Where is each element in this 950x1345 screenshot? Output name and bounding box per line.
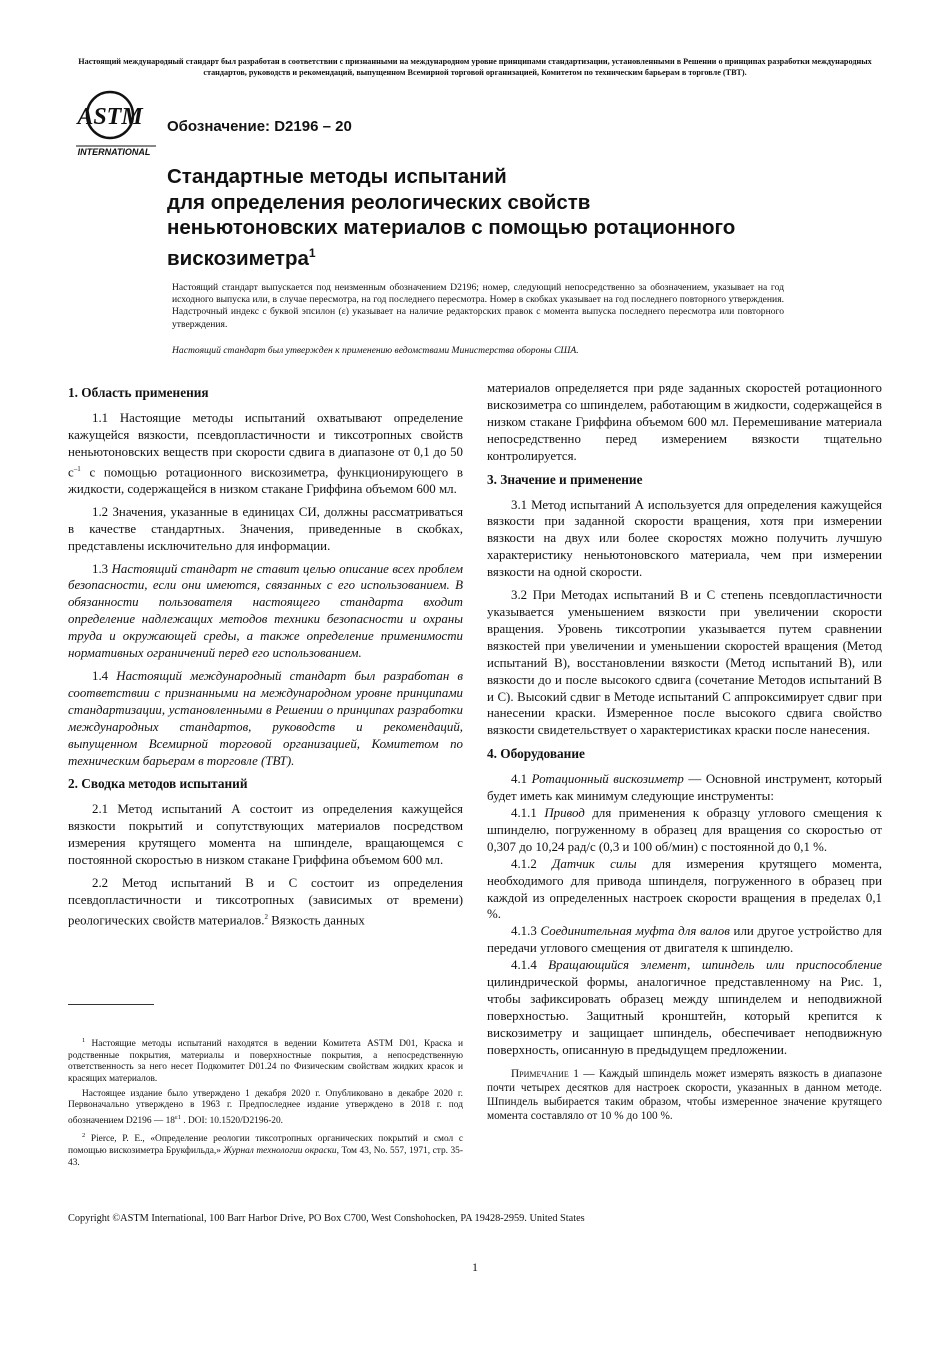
section-1-heading: 1. Область применения — [68, 385, 209, 400]
para-3-2: 3.2 При Методах испытаний В и С степень псевдопластичности указывается уменьшением вязкости при увеличении скорости вращения. Уровень тиксотропии указывается путем сравнении вязкостей при увеличении и уменьшении скоростей вращения (Метод испытаний В), восстановлении вязкости (Метод испытаний В), или вязкости до и после высокого сдвига (сочетание Методов испытаний В и С). Высокий сдвиг в Методе испытаний С аппроксимирует сдвиг при нанесении краски. Измеренное после высокого сдвига свойство вязкости свидетельствует о характеристиках краски после нанесения. — [487, 588, 882, 738]
left-column — [68, 380, 463, 935]
para-1-2: 1.2 Значения, указанные в единицах СИ, должны рассматриваться в качестве стандартных. Значения, приведенные в скобках, представлены исключительно для информации. — [68, 504, 463, 553]
title-line-4: вискозиметра — [167, 246, 309, 270]
section-3-heading: 3. Значение и применение — [487, 471, 643, 487]
section-4-heading: 4. Оборудование — [487, 746, 585, 762]
para-3-1: 3.1 Метод испытаний А используется для определения кажущейся вязкости при заданной скорости вращения, хотя при измерении вязкости на двух или более скоростях можно получить лучшую характеристику неньютоновского материала, чем при измерении вязкости на одной скорости. — [487, 497, 882, 580]
para-4-1: 4.1 Ротационный вискозиметр — Основной инструмент, который будет иметь как минимум следующие инструменты: — [487, 772, 882, 804]
para-4-1-2: 4.1.2 Датчик силы для измерения крутящего момента, необходимого для привода шпинделя, погруженного в образец при каждой из определенных настроек скорости вращения в пределах 0,1 %. — [487, 856, 882, 922]
footnote-1-edition: Настоящее издание было утверждено 1 декабря 2020 г. Опубликовано в декабре 2020 г. Первоначально утверждено в 1963 г. Предпоследнее издание утверждено в 2018 г. под обозначением D2196 — $18^{\varepsilon 1}$ . DOI: 10.1520/D2196-20. — [68, 1088, 463, 1126]
note-1: Примечание 1 — Каждый шпиндель может измерять вязкость в диапазоне почти четырех десятков для настроек скорости, указанных в данном методе. Шпиндель выбирается таким образом, чтобы измеренное значение крутящего момента составляло от 10 % до 100 %. — [487, 1067, 882, 1122]
logo-text: ASTM — [77, 104, 143, 130]
designation-intro: Настоящий стандарт выпускается под неизменным обозначением D2196; номер, следующий непосредственно за обозначением, указывает на год исходного выпуска или, в случае пересмотра, на год последнего пересмотра. Номер в скобках указывает на год последнего повторного утверждения. Надстрочный индекс с буквой эпсилон (ε) указывает на наличие редакторских правок с момента выпуска последнего пересмотра или повторного утверждения. — [172, 282, 784, 330]
title-line-3: неньютоновских материалов с помощью ротационного — [167, 216, 736, 239]
para-1-1: 1.1 Настоящие методы испытаний охватывают определение кажущейся вязкости, псевдопластичности и тиксотропных свойств неньютоновских веществ при скорости сдвига в диапазоне от 0,1 до 50 $с^{-1}$ с помощью ротационного вискозиметра, функционирующего в жидкости, содержащейся в низком стакане Гриффина объемом 600 мл. — [68, 411, 463, 496]
para-1-4: 1.4 Настоящий международный стандарт был разработан в соответствии с признанными на международном уровне принципами стандартизации, установленными в Решении о принципах разработки международных стандартов, руководств и рекомендаций, выпущенном Всемирной торговой организацией, Комитетом по техническим барьерам в торговле (ТВТ). — [68, 668, 463, 768]
title-line-1: Стандартные методы испытаний — [167, 165, 507, 188]
footnotes — [68, 1035, 463, 1172]
para-2-2: 2.2 Метод испытаний В и С состоит из определения псевдопластичности и тиксотропных (зависимых от времени) реологических свойств материалов.$^2$ Вязкость данных — [68, 876, 463, 928]
footnote-1: $^1$ Настоящие методы испытаний находятся в ведении Комитета ASTM D01, Краска и родственные покрытия, материалы и поверхностные покрытия, а непосредственную ответственность за него несет Подкомитет D01.24 по Физическим свойствам жидких красок и красящих материалов. — [68, 1037, 463, 1084]
adoption-notice: Настоящий международный стандарт был разработан в соответствии с признанными на международном уровне принципами стандартизации, установленными в Решении о принципах разработки международных стандартов, руководств и рекомендаций, выпущенном Всемирной торговой организацией, Комитетом по техническим барьерам в торговле (ТВТ). — [78, 57, 872, 77]
approval-note: Настоящий стандарт был утвержден к применению ведомствами Министерства обороны США. — [172, 345, 579, 356]
para-2-2-continued: материалов определяется при ряде заданных скоростей ротационного вискозиметра со шпинделем, работающим в жидкости, содержащейся в низком стакане Гриффина объемом 600 мл. Перемешивание материала непосредственно перед измерением вязкости тщательно контролируется. — [487, 381, 882, 463]
para-4-1-3: 4.1.3 Соединительная муфта для валов или другое устройство для передачи углового смещения от двигателя к шпинделю. — [487, 924, 882, 956]
copyright-line: Copyright ©ASTM International, 100 Barr Harbor Drive, PO Box C700, West Conshohocken, PA 19428-2959. United States — [68, 1213, 585, 1224]
para-4-1-4: 4.1.4 Вращающийся элемент, шпиндель или приспособление цилиндрической формы, аналогичное представленному на Рис. 1, чтобы зафиксировать образец между шпинделем и неподвижной поверхностью. Защитный кронштейн, который крепится к вискозиметру и защищает шпиндель, обеспечивает неподвижную поверхность, описанную в предыдущем предложении. — [487, 958, 882, 1057]
footnote-divider — [68, 1004, 154, 1005]
designation: Обозначение: D2196 – 20 — [167, 118, 352, 135]
logo-subtext: INTERNATIONAL — [77, 147, 151, 157]
right-column — [487, 380, 882, 1129]
section-2-heading: 2. Сводка методов испытаний — [68, 776, 248, 792]
para-4-1-1: 4.1.1 Привод для применения к образцу углового смещения к шпинделю, погруженному в образец для вращения со скоростью от 0,307 до 10,24 рад/с (0,3 и 100 об/мин) с постоянной до 0,1 %. — [487, 806, 882, 854]
astm-logo — [74, 86, 158, 158]
page-number: 1 — [472, 1260, 478, 1274]
para-1-3: 1.3 Настоящий стандарт не ставит целью описание всех проблем безопасности, если они имеются, связанных с его использованием. В обязанности пользователя настоящего стандарта входит определение надлежащих методов техники безопасности и охраны труда и окружающей среды, а также определение применимости нормативных ограничений перед его использованием. — [68, 561, 463, 661]
title-line-2: для определения реологических свойств — [167, 190, 591, 214]
para-2-1: 2.1 Метод испытаний А состоит из определения кажущейся вязкости покрытий и сопутствующих материалов посредством измерения крутящего момента на шпинделе, вращающемся с постоянной скоростью в низком стакане Гриффина объемом 600 мл. — [68, 802, 463, 868]
page-title — [167, 164, 827, 271]
title-footnote-ref: 1 — [308, 245, 316, 260]
footnote-2: $^2$ Pierce, P. E., «Определение реологии тиксотропных органических покрытий и смол с помощью вискозиметра Брукфильда,» Журнал технологии окраски, Том 43, No. 557, 1971, стр. 35-43. — [68, 1132, 463, 1168]
